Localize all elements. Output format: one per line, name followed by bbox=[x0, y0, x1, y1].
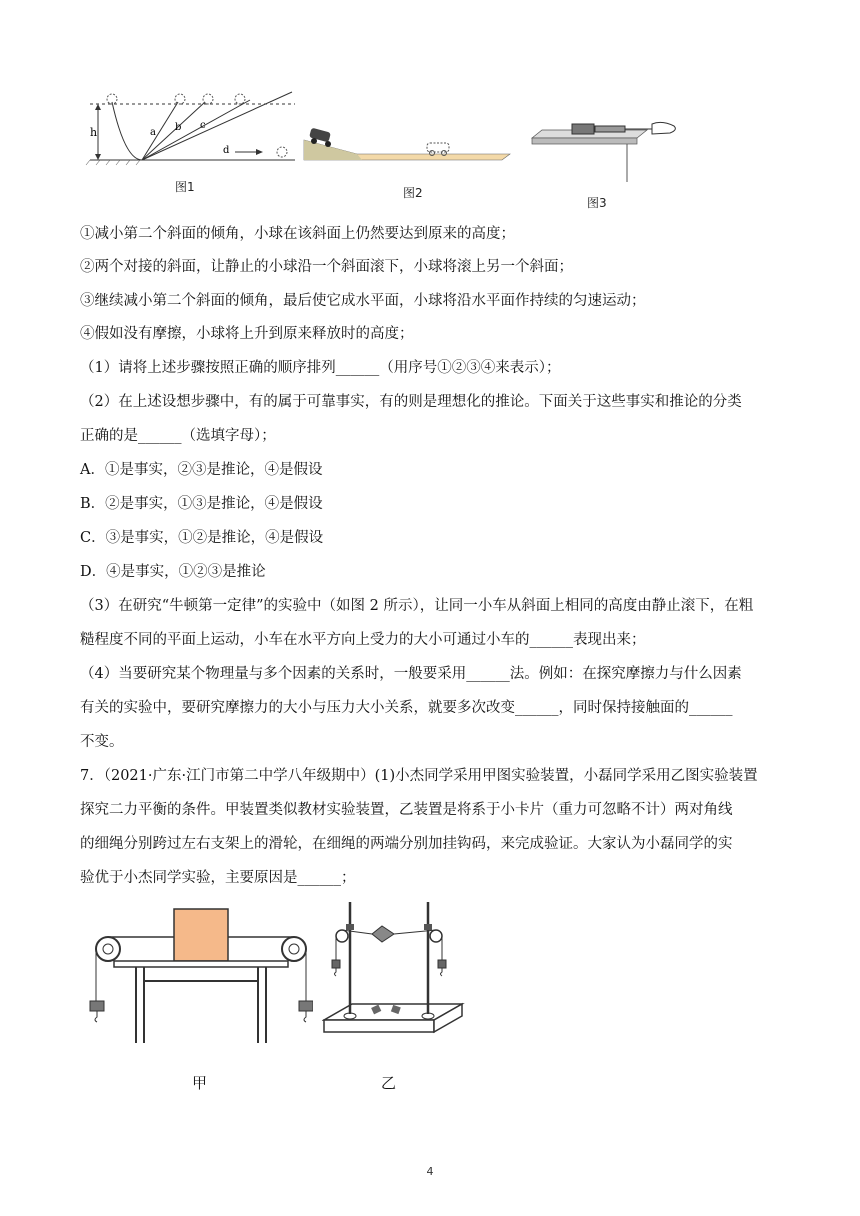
figure-jia-apparatus bbox=[88, 905, 313, 1045]
figure-yi-apparatus bbox=[322, 896, 467, 1046]
option-a: A．①是事实，②③是推论，④是假设 bbox=[80, 462, 323, 478]
question-4-line-3: 不变。 bbox=[80, 734, 124, 750]
problem-7-line-4: 验优于小杰同学实验，主要原因是______； bbox=[80, 870, 356, 886]
a-label: a bbox=[150, 127, 156, 138]
question-1: （1）请将上述步骤按照正确的顺序排列______（用序号①②③④来表示）； bbox=[80, 360, 561, 376]
h-label: h bbox=[90, 126, 98, 139]
figure-1-incline-diagram bbox=[80, 88, 300, 168]
figure-3-caption: 图3 bbox=[587, 196, 607, 210]
figure-2-cart-diagram bbox=[302, 124, 512, 164]
question-3-line-1: （3）在研究“牛顿第一定律”的实验中（如图 2 所示），让同一小车从斜面上相同的高度由静止滚下，在粗 bbox=[80, 598, 754, 614]
question-2-line-2: 正确的是______（选填字母）； bbox=[80, 428, 276, 444]
problem-7-line-1: 7．（2021·广东·江门市第二中学八年级期中）(1)小杰同学采用甲图实验装置，小磊同学采用乙图实验装置 bbox=[80, 768, 758, 784]
option-b: B．②是事实，①③是推论，④是假设 bbox=[80, 496, 323, 512]
question-3-line-2: 糙程度不同的平面上运动，小车在水平方向上受力的大小可通过小车的______表现出来； bbox=[80, 632, 646, 648]
question-4-line-2: 有关的实验中，要研究摩擦力的大小与压力大小关系，就要多次改变______，同时保持接触面的______ bbox=[80, 700, 733, 716]
figure-yi-caption: 乙 bbox=[381, 1074, 397, 1092]
option-c: C．③是事实，①②是推论，④是假设 bbox=[80, 530, 324, 546]
figure-jia-caption: 甲 bbox=[192, 1074, 208, 1092]
step-2: ②两个对接的斜面，让静止的小球沿一个斜面滚下，小球将滚上另一个斜面； bbox=[80, 259, 573, 275]
page-number: 4 bbox=[426, 1165, 434, 1178]
problem-7-line-3: 的细绳分别跨过左右支架上的滑轮，在细绳的两端分别加挂钩码，来完成验证。大家认为小磊同学的实 bbox=[80, 836, 733, 852]
problem-7-line-2: 探究二力平衡的条件。甲装置类似教材实验装置，乙装置是将系于小卡片（重力可忽略不计）两对角线 bbox=[80, 802, 733, 818]
figure-1-caption: 图1 bbox=[175, 180, 195, 194]
step-4: ④假如没有摩擦，小球将上升到原来释放时的高度； bbox=[80, 326, 414, 342]
step-3: ③继续减小第二个斜面的倾角，最后使它成水平面，小球将沿水平面作持续的匀速运动； bbox=[80, 293, 646, 309]
b-label: b bbox=[175, 122, 182, 133]
question-2-line-1: （2）在上述设想步骤中，有的属于可靠事实，有的则是理想化的推论。下面关于这些事实和推论的分类 bbox=[80, 394, 742, 410]
step-1: ①减小第二个斜面的倾角，小球在该斜面上仍然要达到原来的高度； bbox=[80, 226, 515, 242]
d-label: d bbox=[223, 145, 230, 156]
question-4-line-1: （4）当要研究某个物理量与多个因素的关系时，一般要采用______法。例如：在探究摩擦力与什么因素 bbox=[80, 666, 742, 682]
c-label: c bbox=[200, 120, 206, 131]
figure-2-caption: 图2 bbox=[403, 186, 423, 200]
option-d: D．④是事实，①②③是推论 bbox=[80, 564, 266, 580]
figure-3-friction-diagram bbox=[527, 118, 682, 188]
